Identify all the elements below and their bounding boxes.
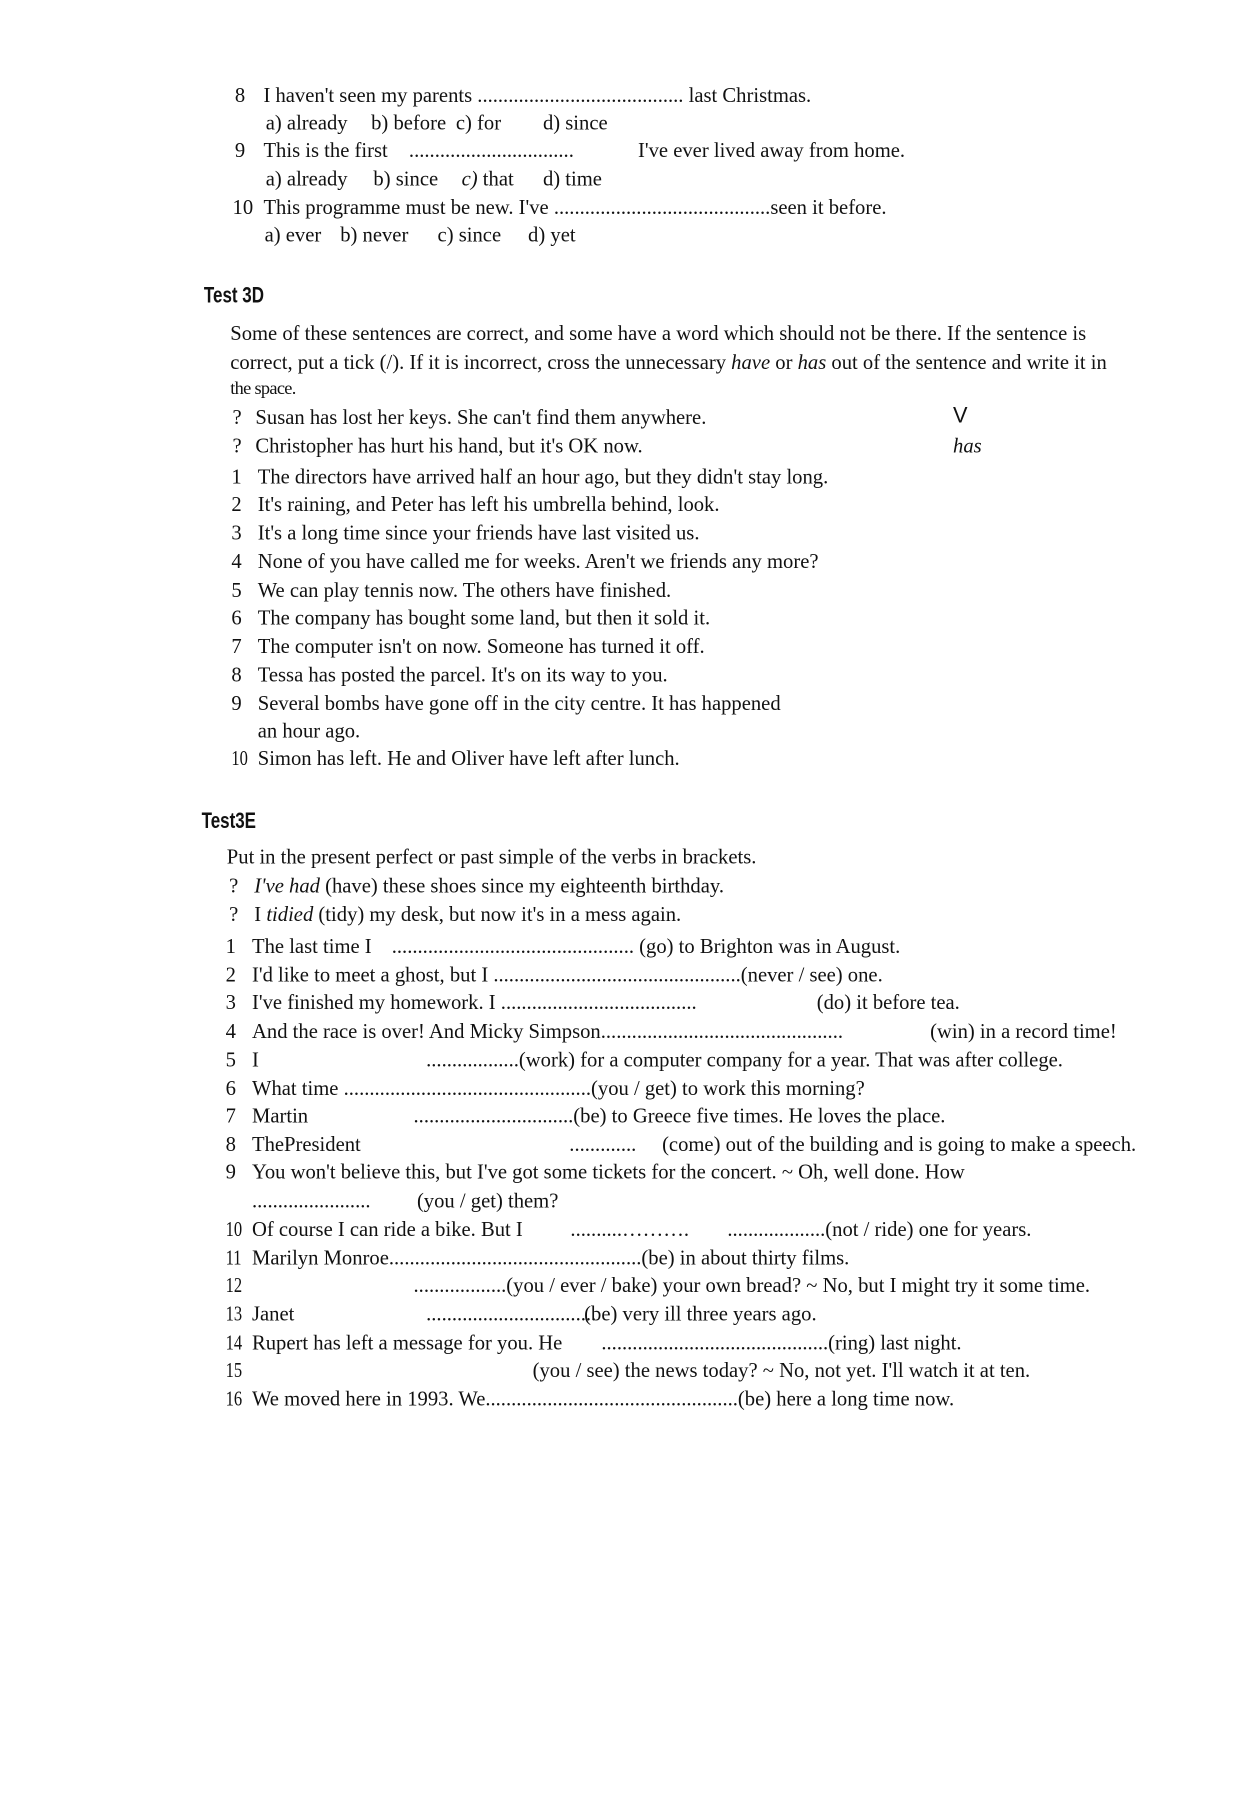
exercise-item [0,1215,1260,1242]
example-marker: ? [229,902,239,926]
item-text: ..................(work) for a computer company for a year. That was after college. [426,1048,1063,1071]
section-heading-test-3e: Test3E [201,809,257,834]
item-text: It's raining, and Peter has left his umbrella behind, look. [257,492,720,516]
exercise-item [0,1131,1260,1158]
item-number: 1 [225,934,236,958]
example-fragment: (have) these shoes since my eighteenth birthday. [319,873,724,897]
exercise-item [0,519,1260,546]
option-key: c) [461,167,478,191]
answer-option [543,109,608,136]
item-text: ............................................(ring) last night. [601,1331,962,1354]
exercise-item [0,1385,1260,1412]
example-marker: ? [232,405,242,429]
item-continuation [0,717,1260,744]
item-text: Marilyn Monroe.................................................(be) in about thirty films. [251,1246,850,1270]
example-marker: ? [229,873,239,897]
item-text: (you / get) them? [416,1188,559,1212]
question-item [0,136,1260,163]
answer-option [266,165,348,192]
item-number: 2 [225,963,236,987]
exercise-item [0,989,1260,1016]
item-number: 5 [225,1048,236,1071]
instructions-text [230,320,1086,347]
item-text: ...................(not / ride) one for years. [727,1217,1032,1241]
exercise-item [0,632,1260,659]
item-number: 12 [225,1273,243,1297]
item-text: I [251,1048,259,1071]
example-answer: I've had [254,873,320,897]
item-text: It's a long time since your friends have last visited us. [257,521,700,545]
option-key: d) [528,223,546,247]
instructions-fragment: has [797,350,827,374]
exercise-item [0,604,1260,631]
option-key: b) [340,223,358,247]
instructions-fragment: have [731,350,771,374]
example-item [0,900,1260,927]
item-text: ...............................(be) to Greece five times. He loves the place. [413,1104,946,1128]
item-text: ..................(you / ever / bake) your own bread? ~ No, but I might try it some time. [413,1273,1091,1297]
item-number: 4 [225,1019,236,1043]
item-number: 14 [225,1331,243,1354]
question-number: 10 [232,195,254,219]
option-text: that [482,167,514,191]
item-text: The last time I [251,934,372,958]
tick-answer: V [953,404,968,429]
example-fragment: I [254,902,267,926]
item-text: We can play tennis now. The others have finished. [257,578,672,602]
example-marker: ? [232,434,242,458]
example-answer: tidied [266,902,314,926]
instructions-text [230,348,1107,375]
exercise-item [0,463,1260,490]
answer-option [456,109,501,136]
item-number: 9 [225,1160,236,1184]
item-text: ....................... [251,1188,371,1212]
option-key: c) [455,111,472,135]
item-text: Tessa has posted the parcel. It's on its way to you. [257,663,668,687]
question-number: 9 [234,138,246,162]
exercise-item [0,1356,1260,1383]
option-text: time [565,167,602,191]
item-text: Simon has left. He and Oliver have left after lunch. [257,746,680,770]
exercise-item [0,961,1260,988]
exercise-item [0,661,1260,688]
exercise-item [0,1158,1260,1185]
section-heading-test-3d: Test 3D [203,284,264,309]
exercise-item [0,1017,1260,1044]
item-number: 11 [225,1246,242,1270]
exercise-item [0,576,1260,603]
answer-option [266,109,348,136]
exercise-item [0,1244,1260,1271]
option-key: b) [373,167,391,191]
option-text: already [286,111,348,135]
item-number: 15 [225,1358,243,1382]
item-text: The directors have arrived half an hour ago, but they didn't stay long. [257,465,829,488]
item-number: 16 [225,1387,243,1411]
item-number: 6 [225,1076,236,1100]
example-fragment: (tidy) my desk, but now it's in a mess again. [313,902,682,926]
answer-option [265,221,322,248]
instructions-fragment: out of the sentence and write it in [826,350,1107,374]
instructions-line [0,376,1260,403]
item-number: 7 [231,634,242,658]
item-continuation [0,1187,1260,1214]
item-number: 4 [231,549,242,573]
option-text: since [458,223,502,247]
option-key: d) [542,111,561,135]
answer-options [0,221,1260,248]
instructions-line [0,843,1260,870]
option-text: before [393,111,447,135]
example-item [0,432,1260,459]
item-text: ..........………. [570,1217,689,1241]
item-text: The company has bought some land, but then it sold it. [257,605,711,629]
option-key: b) [371,111,389,135]
question-text: This programme must be new. I've ..........................................seen it before. [263,195,887,219]
item-text: The computer isn't on now. Someone has turned it off. [257,634,705,658]
example-item [0,872,1260,899]
exercise-item [0,490,1260,517]
option-key: a) [265,111,282,135]
answer-option [462,165,514,192]
item-text: You won't believe this, but I've got some tickets for the concert. ~ Oh, well done. How [251,1160,965,1184]
item-text: Martin [251,1104,309,1128]
exercise-item [0,1271,1260,1298]
example-text [254,872,724,899]
item-number: 5 [231,578,242,602]
exercise-item [0,1046,1260,1073]
instructions-text [230,376,295,403]
item-number: 9 [231,691,242,715]
option-text: for [477,111,502,135]
answer-option [543,165,602,192]
question-item [0,81,1260,108]
answer-options [0,109,1260,136]
item-number: 8 [231,663,242,687]
answer-options [0,165,1260,192]
item-text: ................................. [426,1302,597,1326]
item-text: (win) in a record time! [930,1019,1117,1043]
item-text: Several bombs have gone off in the city centre. It has happened [257,691,781,715]
item-text: an hour ago. [257,719,361,743]
item-text: ............................................... (go) to Brighton was in August. [391,934,901,958]
instructions-fragment: correct, put a tick (/). If it is incorrect, cross the unnecessary [230,350,732,374]
exercise-item [0,1102,1260,1129]
item-number: 2 [231,492,242,516]
item-text: I'd like to meet a ghost, but I ................................................(never / see) one. [251,963,883,987]
item-text: Of course I can ride a bike. But I [251,1217,523,1241]
item-number: 7 [225,1104,236,1128]
example-text: Christopher has hurt his hand, but it's OK now. [255,434,643,458]
answer-option [528,221,576,248]
answer-option [371,109,446,136]
option-text: since [565,111,608,135]
item-text: And the race is over! And Micky Simpson............................................... [251,1019,843,1043]
exercise-item [0,690,1260,717]
item-text: We moved here in 1993. We.................................................(be) here a long time now. [251,1387,955,1411]
item-text: (come) out of the building and is going to make a speech. [662,1132,1137,1156]
question-item [0,194,1260,221]
item-text: ThePresident [251,1132,361,1156]
exercise-item [0,1074,1260,1101]
exercise-item [0,1300,1260,1327]
option-text: already [286,167,348,191]
item-text: (you / see) the news today? ~ No, not yet. I'll watch it at ten. [532,1358,1031,1382]
option-key: a) [264,223,281,247]
answer-option [340,221,408,248]
question-text: ................................ [408,138,574,162]
exercise-item [0,745,1260,772]
item-number: 6 [231,605,242,629]
item-number: 10 [231,746,248,770]
option-text: yet [550,223,576,247]
item-text: What time ................................................(you / get) to work this morning? [251,1076,865,1100]
item-text: None of you have called me for weeks. Aren't we friends any more? [257,549,819,573]
example-text: Susan has lost her keys. She can't find them anywhere. [255,405,707,429]
option-text: since [395,167,439,191]
question-number: 8 [234,83,246,107]
item-number: 10 [225,1217,243,1241]
item-text: Janet [251,1302,295,1326]
answer-option [373,165,438,192]
item-text: ............. [569,1132,637,1156]
exercise-item [0,548,1260,575]
answer-option [438,221,502,248]
item-text: Rupert has left a message for you. He [251,1331,563,1354]
item-text: I've finished my homework. I ...................................... [251,990,697,1014]
instructions-line [0,348,1260,375]
instructions-fragment: or [770,350,798,374]
instructions-fragment: the space. [230,379,296,399]
instructions-line [0,320,1260,347]
example-answer: has [953,434,982,458]
example-text [254,900,681,927]
item-number: 13 [225,1302,243,1326]
item-number: 8 [225,1132,236,1156]
item-number: 1 [231,465,242,488]
item-number: 3 [225,990,236,1014]
option-key: d) [542,167,561,191]
example-item [0,403,1260,430]
question-text: I've ever lived away from home. [638,138,906,162]
item-text: (be) very ill three years ago. [584,1302,817,1326]
exercise-item [0,1329,1260,1356]
option-key: a) [265,167,282,191]
question-text: I haven't seen my parents ........................................ last Christmas. [263,83,812,107]
question-text: This is the first [263,138,388,162]
instructions-text: Put in the present perfect or past simple of the verbs in brackets. [226,845,757,869]
item-number: 3 [231,521,242,545]
item-text: (do) it before tea. [816,990,960,1014]
instructions-fragment: Some of these sentences are correct, and some have a word which should not be there. If the sentence is [230,321,1087,345]
option-text: ever [285,223,322,247]
option-key: c) [437,223,454,247]
exercise-item [0,932,1260,959]
option-text: never [362,223,409,247]
